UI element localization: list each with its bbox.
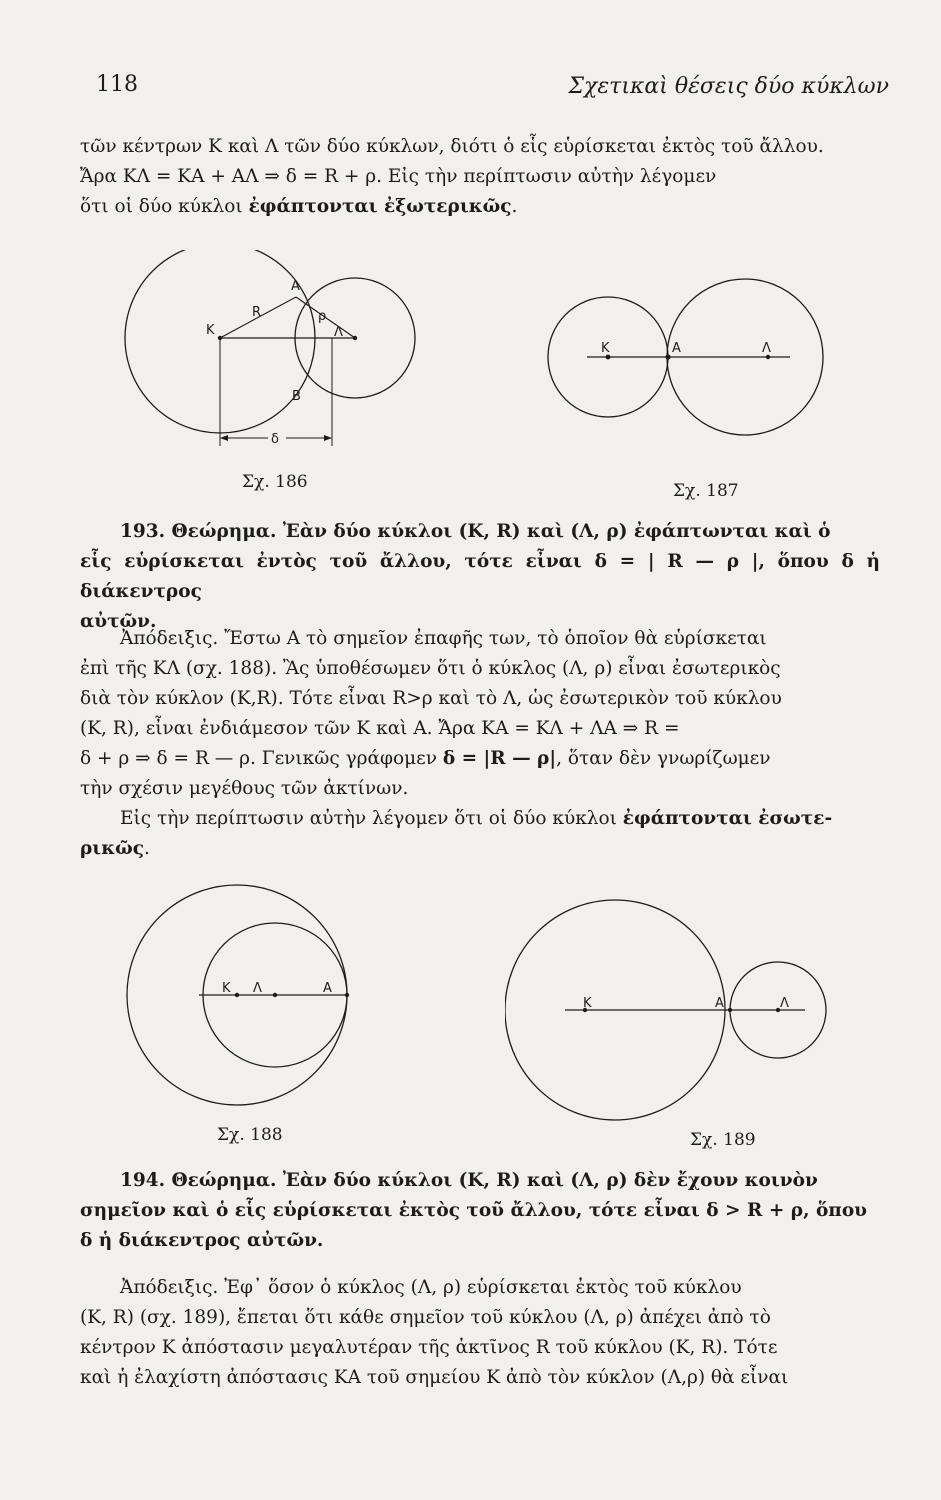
point-K (235, 993, 239, 997)
label-K: K (206, 323, 215, 338)
label-L: Λ (780, 996, 789, 1011)
theorem-194 (80, 1166, 880, 1256)
proof-line: δ + ρ ⇒ δ = R — ρ. Γενικῶς γράφομεν δ = |R — ρ|, ὅταν δὲν γνωρίζωμεν (80, 748, 771, 769)
proof-label: Ἀπόδειξις. (120, 1277, 219, 1298)
theorem-title: Θεώρημα. (171, 521, 277, 542)
label-L: Λ (762, 341, 771, 356)
point-L (353, 336, 357, 340)
label-rho: ρ (318, 309, 327, 324)
theorem-line: 194. Θεώρημα. Ἐὰν δύο κύκλοι (Κ, R) καὶ (Λ, ρ) δὲν ἔχουν κοινὸν (80, 1166, 880, 1196)
text-line: Ἄρα ΚΛ = ΚΑ + ΑΛ ⇒ δ = R + ρ. Εἰς τὴν περίπτωσιν αὐτὴν λέγομεν (80, 166, 717, 187)
text-line: ὅτι οἱ δύο κύκλοι ἐφάπτονται ἐξωτερικῶς. (80, 196, 518, 217)
arrowhead-left (220, 435, 228, 441)
arrowhead-right (324, 435, 332, 441)
emphasis: ρικῶς (80, 838, 145, 859)
figure-189 (505, 880, 845, 1150)
proof-line: καὶ ἡ ἐλαχίστη ἀπόστασις ΚΑ τοῦ σημείου Κ ἀπὸ τὸν κύκλον (Λ,ρ) θὰ εἶναι (80, 1367, 789, 1388)
proof-line: (Κ, R) (σχ. 189), ἔπεται ὅτι κάθε σημεῖον τοῦ κύκλου (Λ, ρ) ἀπέχει ἀπὸ τὸ (80, 1307, 771, 1328)
theorem-number: 194 (120, 1170, 159, 1191)
label-K: K (601, 341, 610, 356)
figure-caption: Σχ. 189 (690, 1130, 756, 1150)
label-B: B (292, 389, 301, 404)
theorem-number: 193 (120, 521, 159, 542)
theorem-line: 193. Θεώρημα. Ἐὰν δύο κύκλοι (Κ, R) καὶ (Λ, ρ) ἐφάπτωνται καὶ ὁ (80, 517, 880, 547)
theorem-193 (80, 517, 880, 637)
label-A: A (291, 279, 300, 294)
label-L: Λ (253, 981, 262, 996)
figure-caption: Σχ. 188 (217, 1125, 283, 1145)
figure-187 (545, 255, 845, 505)
point-A (345, 993, 349, 997)
proof-line: διὰ τὸν κύκλον (Κ,R). Τότε εἶναι R>ρ καὶ τὸ Λ, ὡς ἐσωτερικὸν τοῦ κύκλου (80, 688, 782, 709)
proof-line: ἐπὶ τῆς ΚΛ (σχ. 188). Ἂς ὑποθέσωμεν ὅτι ὁ κύκλος (Λ, ρ) εἶναι ἐσωτερικὸς (80, 658, 781, 679)
proof-line: κέντρον Κ ἀπόστασιν μεγαλυτέραν τῆς ἀκτῖνος R τοῦ κύκλου (Κ, R). Τότε (80, 1337, 778, 1358)
page-header (96, 72, 889, 106)
proof-label: Ἀπόδειξις. (120, 628, 219, 649)
theorem-title: Θεώρημα. (171, 1170, 277, 1191)
running-title: Σχετικαὶ θέσεις δύο κύκλων (568, 74, 889, 99)
figure-188 (125, 880, 425, 1145)
point-L (273, 993, 277, 997)
theorem-line: αὐτῶν. (80, 611, 157, 632)
figure-caption: Σχ. 187 (673, 481, 739, 501)
figure-186 (120, 250, 420, 500)
label-L: Λ (334, 325, 343, 340)
proof-line: Ἀπόδειξις. Ἐφ᾽ ὅσον ὁ κύκλος (Λ, ρ) εὑρίσκεται ἐκτὸς τοῦ κύκλου (120, 1277, 742, 1298)
proof-line: τὴν σχέσιν μεγέθους τῶν ἀκτίνων. (80, 778, 409, 799)
label-R: R (252, 305, 262, 320)
emphasis: ἐφάπτονται ἐσωτε- (622, 808, 833, 829)
figure-caption: Σχ. 186 (242, 472, 308, 492)
theorem-line: εἷς εὑρίσκεται ἐντὸς τοῦ ἄλλου, τότε εἶναι δ = | R — ρ |, ὅπου δ ἡ διάκεντρος (80, 551, 880, 602)
label-K: K (222, 981, 231, 996)
proof-line: ρικῶς. (80, 838, 150, 859)
proof-line: (Κ, R), εἶναι ἐνδιάμεσον τῶν Κ καὶ Α. Ἄρα ΚΑ = ΚΛ + ΛΑ ⇒ R = (80, 718, 680, 739)
label-A: A (323, 981, 332, 996)
point-K (218, 336, 222, 340)
label-A: A (672, 341, 681, 356)
theorem-line: σημεῖον καὶ ὁ εἷς εὑρίσκεται ἐκτὸς τοῦ ἄλλου, τότε εἶναι δ > R + ρ, ὅπου (80, 1200, 867, 1221)
emphasis: δ = |R — ρ| (442, 748, 557, 769)
label-K: K (583, 996, 592, 1011)
point-A (665, 354, 670, 359)
point-A (728, 1008, 732, 1012)
figure-187-drawing (545, 255, 845, 505)
figure-188-drawing (125, 880, 425, 1145)
text-line: τῶν κέντρων Κ καὶ Λ τῶν δύο κύκλων, διότι ὁ εἷς εὑρίσκεται ἐκτὸς τοῦ ἄλλου. (80, 136, 824, 157)
paragraph-external-tangency (80, 132, 880, 222)
figure-186-drawing (120, 250, 420, 500)
emphasis: ἐφάπτονται ἐξωτερικῶς (248, 196, 512, 217)
proof-193 (80, 624, 880, 864)
proof-194 (80, 1273, 880, 1393)
theorem-line: δ ἡ διάκεντρος αὐτῶν. (80, 1230, 324, 1251)
page-number: 118 (96, 72, 138, 97)
proof-line: Εἰς τὴν περίπτωσιν αὐτὴν λέγομεν ὅτι οἱ δύο κύκλοι ἐφάπτονται ἐσωτε- (120, 808, 833, 829)
figure-189-drawing (505, 880, 845, 1150)
proof-line: Ἀπόδειξις. Ἔστω Α τὸ σημεῖον ἐπαφῆς των, τὸ ὁποῖον θὰ εὑρίσκεται (120, 628, 767, 649)
label-delta: δ (271, 432, 279, 447)
label-A: A (715, 996, 724, 1011)
